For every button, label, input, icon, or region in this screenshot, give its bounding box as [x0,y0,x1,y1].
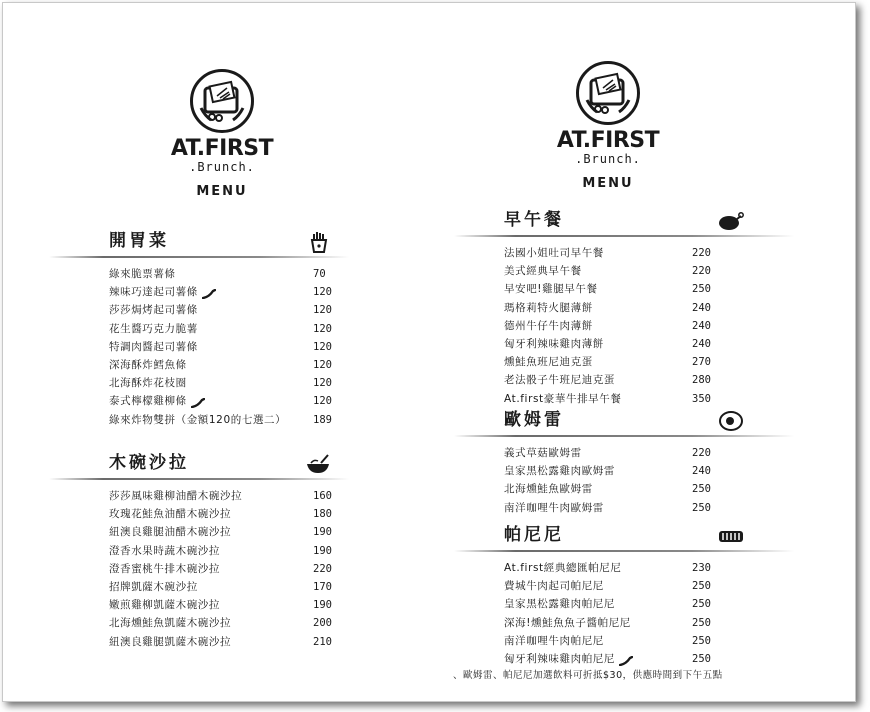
section-divider [49,256,349,258]
menu-item-name: 泰式檸檬雞柳條 [109,395,187,408]
menu-item [504,244,744,262]
menu-item-name: 紐澳良雞腿凱薩木碗沙拉 [109,635,232,648]
menu-item-name: 特調肉醬起司薯條 [109,340,198,353]
menu-item [504,317,744,335]
menu-item-price: 120 [313,358,332,371]
menu-item-price: 250 [692,501,711,514]
menu-item-price: 220 [313,562,332,575]
menu-item-price: 350 [692,392,711,405]
menu-item [504,371,744,389]
section-header [504,523,744,549]
logo-left [162,69,282,199]
section-header [504,408,744,434]
menu-item-name: 花生醬巧克力脆薯 [109,322,198,335]
menu-item-name: 嫩煎雞柳凱薩木碗沙拉 [109,599,220,612]
menu-item [504,595,744,613]
brand-subtitle: .Brunch. [575,152,641,166]
section-divider [454,235,794,237]
menu-item-price: 120 [313,377,332,390]
menu-item-price: 160 [313,490,332,502]
section-divider [454,435,794,437]
menu-item [109,301,331,319]
menu-item [109,265,331,283]
menu-item-name: 莎莎風味雞柳油醋木碗沙拉 [109,490,243,502]
menu-item-name: 莎莎焗烤起司薯條 [109,304,198,317]
menu-item-price: 120 [313,286,332,299]
menu-item [109,505,331,523]
brand-name: AT.FIRST [170,136,274,161]
menu-item [504,499,744,517]
menu-item-price: 70 [313,268,326,280]
menu-item-price: 270 [692,356,711,369]
bowl-icon [305,453,331,475]
section-title: 帕尼尼 [504,525,564,545]
menu-item-price: 240 [692,319,711,332]
menu-item [504,559,744,577]
menu-item [109,487,331,505]
menu-item-price: 120 [313,395,332,408]
menu-item [109,578,331,596]
section-title: 開胃菜 [109,231,169,251]
menu-item-price: 120 [313,304,332,317]
menu-item-price: 240 [692,301,711,314]
menu-item [504,444,744,462]
menu-item-price: 120 [313,322,332,335]
menu-item-name: 南洋咖哩牛肉歐姆雷 [504,501,604,514]
menu-item-price: 190 [313,526,332,539]
menu-item-price: 120 [313,340,332,353]
brand-subtitle: .Brunch. [189,160,255,174]
menu-item-name: 北海酥炸花枝圈 [109,377,187,390]
menu-item-price: 220 [692,447,711,459]
menu-item-name: 深海!燻鮭魚魚子醬帕尼尼 [504,616,631,629]
logo-emblem-icon [576,61,640,125]
menu-item-name: 綠來炸物雙拼（金額120的七選二） [109,413,287,426]
chili-pepper-icon [191,396,205,406]
menu-item [109,374,331,392]
menu-item-name: 匈牙利辣味雞肉薄餅 [504,337,604,350]
menu-item [504,614,744,632]
section-appetizers [109,229,331,429]
section-header [109,229,331,255]
menu-item [109,633,331,651]
menu-item-name: 玫瑰花鮭魚油醋木碗沙拉 [109,508,232,521]
menu-item [504,299,744,317]
menu-item-name: 綠來脆票薯條 [109,268,176,280]
menu-item-name: 法國小姐吐司早午餐 [504,247,604,259]
item-list [109,487,331,651]
menu-item-name: 紐澳良雞腿油醋木碗沙拉 [109,526,232,539]
section-divider [454,550,794,552]
menu-item-name: 義式草菇歐姆雷 [504,447,582,459]
menu-item [109,596,331,614]
menu-item [504,650,744,668]
menu-heading: MENU [582,176,634,191]
menu-item-price: 280 [692,374,711,387]
menu-item-price: 189 [313,413,332,426]
menu-item [109,560,331,578]
section-title: 木碗沙拉 [109,453,189,473]
menu-item [504,462,744,480]
menu-item [504,577,744,595]
menu-item-name: 美式經典早午餐 [504,265,582,278]
menu-item [109,338,331,356]
section-omelette [504,408,744,517]
menu-item-name: 瑪格莉特火腿薄餅 [504,301,593,314]
menu-item [504,353,744,371]
menu-item-name: 北海燻鮭魚歐姆雷 [504,483,593,496]
menu-item-name: At.first豪華牛排早午餐 [504,392,622,405]
section-title: 歐姆雷 [504,410,564,430]
drumstick-icon [718,210,744,232]
menu-item-name: 招牌凱薩木碗沙拉 [109,580,198,593]
menu-item-name: 德州牛仔牛肉薄餅 [504,319,593,332]
section-header [504,208,744,234]
menu-item-price: 250 [692,580,711,593]
menu-item-name: 費城牛肉起司帕尼尼 [504,580,604,593]
item-list [109,265,331,429]
footnote: 、歐姆雷、帕尼尼加選飲料可折抵$30，供應時間到下午五點 [453,670,723,681]
brand-name: AT.FIRST [556,128,660,153]
menu-item [109,523,331,541]
menu-item-name: 燻鮭魚班尼迪克蛋 [504,356,593,369]
chili-pepper-icon [202,287,216,297]
fries-icon [305,231,331,253]
panini-icon [718,525,744,547]
menu-item [109,356,331,374]
menu-item-price: 220 [692,265,711,278]
section-header [109,451,331,477]
menu-item-price: 240 [692,465,711,478]
menu-item-price: 210 [313,635,332,648]
menu-item [504,632,744,650]
menu-item-price: 250 [692,616,711,629]
menu-item-price: 220 [692,247,711,259]
menu-item-name: 澄香水果時蔬木碗沙拉 [109,544,220,557]
section-salads [109,451,331,651]
menu-item [504,262,744,280]
chili-pepper-icon [619,654,633,664]
menu-item [504,335,744,353]
menu-item-name: 皇家黑松露雞肉帕尼尼 [504,598,615,611]
section-panini [504,523,744,668]
menu-item-price: 190 [313,599,332,612]
menu-item-name: 深海酥炸鱈魚條 [109,358,187,371]
menu-item-name: 匈牙利辣味雞肉帕尼尼 [504,652,615,665]
menu-item [109,542,331,560]
menu-item-price: 250 [692,283,711,296]
menu-item-name: 澄香蜜桃牛排木碗沙拉 [109,562,220,575]
item-list [504,559,744,668]
menu-item [504,280,744,298]
menu-heading: MENU [196,184,248,199]
menu-item [109,320,331,338]
menu-item-name: 南洋咖哩牛肉帕尼尼 [504,634,604,647]
menu-item-price: 230 [692,562,711,574]
menu-item-price: 180 [313,508,332,521]
menu-item-name: At.first經典總匯帕尼尼 [504,562,622,574]
section-title: 早午餐 [504,210,564,230]
menu-item [109,411,331,429]
menu-item [109,392,331,410]
item-list [504,444,744,517]
menu-item-price: 190 [313,544,332,557]
menu-item-price: 250 [692,483,711,496]
menu-item-name: 皇家黑松露雞肉歐姆雷 [504,465,615,478]
section-brunch [504,208,744,408]
menu-item-price: 240 [692,337,711,350]
menu-item-name: 早安吧!雞腿早午餐 [504,283,598,296]
section-divider [49,478,349,480]
menu-item [504,480,744,498]
menu-sheet [2,2,856,702]
menu-item-name: 北海燻鮭魚凱薩木碗沙拉 [109,617,232,630]
menu-item-price: 250 [692,598,711,611]
logo-right [548,61,668,191]
menu-item-price: 200 [313,617,332,630]
menu-item-price: 250 [692,652,711,665]
menu-item [109,614,331,632]
logo-emblem-icon [190,69,254,133]
egg-icon [718,410,744,432]
menu-item-price: 250 [692,634,711,647]
menu-item-name: 老法骰子牛班尼迪克蛋 [504,374,615,387]
menu-item [109,283,331,301]
menu-item-name: 辣味巧達起司薯條 [109,286,198,299]
menu-item-price: 170 [313,580,332,593]
item-list [504,244,744,408]
